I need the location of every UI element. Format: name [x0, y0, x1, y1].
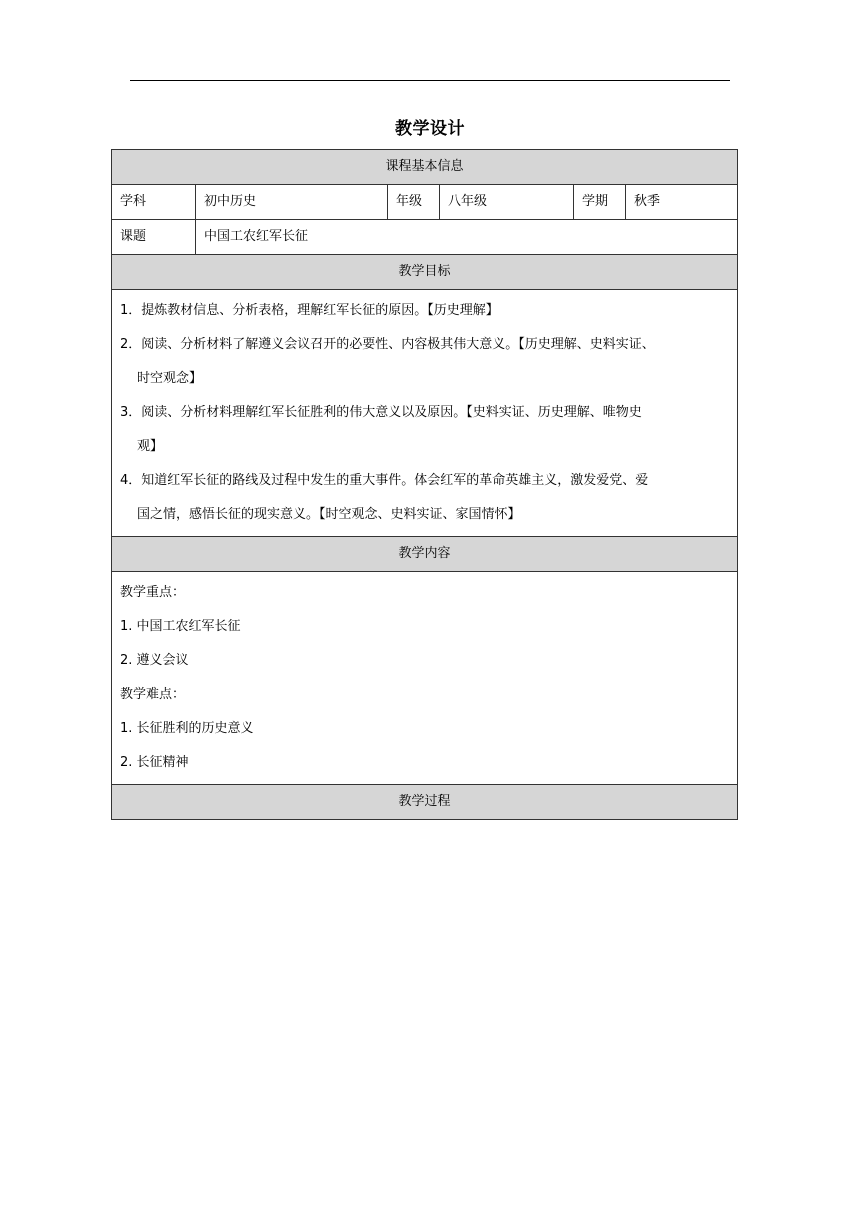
grade-label: 年级 — [388, 185, 440, 220]
basic-info-header: 课程基本信息 — [112, 150, 738, 185]
topic-label: 课题 — [112, 220, 196, 255]
difficult-point-item: 2. 长征精神 — [120, 755, 189, 770]
subject-value: 初中历史 — [196, 185, 388, 220]
difficult-points-label: 教学难点： — [120, 687, 186, 702]
key-point-item: 1. 中国工农红军长征 — [120, 619, 241, 634]
difficult-point-item: 1. 长征胜利的历史意义 — [120, 721, 254, 736]
objectives-header-row — [112, 255, 738, 290]
grade-value: 八年级 — [440, 185, 574, 220]
lesson-design-table — [111, 149, 738, 820]
objective-item-4: 4．知道红军长征的路线及过程中发生的重大事件。体会红军的革命英雄主义，激发爱党、爱 国之情，感悟长征的现实意义。【时空观念、史料实证、家国情怀】 — [120, 473, 649, 522]
term-label: 学期 — [574, 185, 626, 220]
header-rule — [130, 80, 730, 81]
topic-value: 中国工农红军长征 — [196, 220, 738, 255]
process-header: 教学过程 — [112, 785, 738, 820]
basic-info-header-row — [112, 150, 738, 185]
content-header-row — [112, 537, 738, 572]
key-points-label: 教学重点： — [120, 585, 186, 600]
topic-row — [112, 220, 738, 255]
subject-label: 学科 — [112, 185, 196, 220]
objectives-header: 教学目标 — [112, 255, 738, 290]
content-row — [112, 572, 738, 785]
objectives-row — [112, 290, 738, 537]
objective-item-2: 2．阅读、分析材料了解遵义会议召开的必要性、内容极其伟大意义。【历史理解、史料实证、 时空观念】 — [120, 337, 655, 386]
key-point-item: 2. 遵义会议 — [120, 653, 189, 668]
objective-item-1: 1．提炼教材信息、分析表格，理解红军长征的原因。【历史理解】 — [120, 303, 499, 318]
objective-item-3: 3．阅读、分析材料理解红军长征胜利的伟大意义以及原因。【史料实证、历史理解、唯物史 观】 — [120, 405, 642, 454]
content-header: 教学内容 — [112, 537, 738, 572]
document-title: 教学设计 — [395, 119, 465, 139]
term-value: 秋季 — [626, 185, 738, 220]
basic-info-row — [112, 185, 738, 220]
process-header-row — [112, 785, 738, 820]
content-list — [112, 572, 738, 785]
objectives-list — [112, 290, 738, 537]
